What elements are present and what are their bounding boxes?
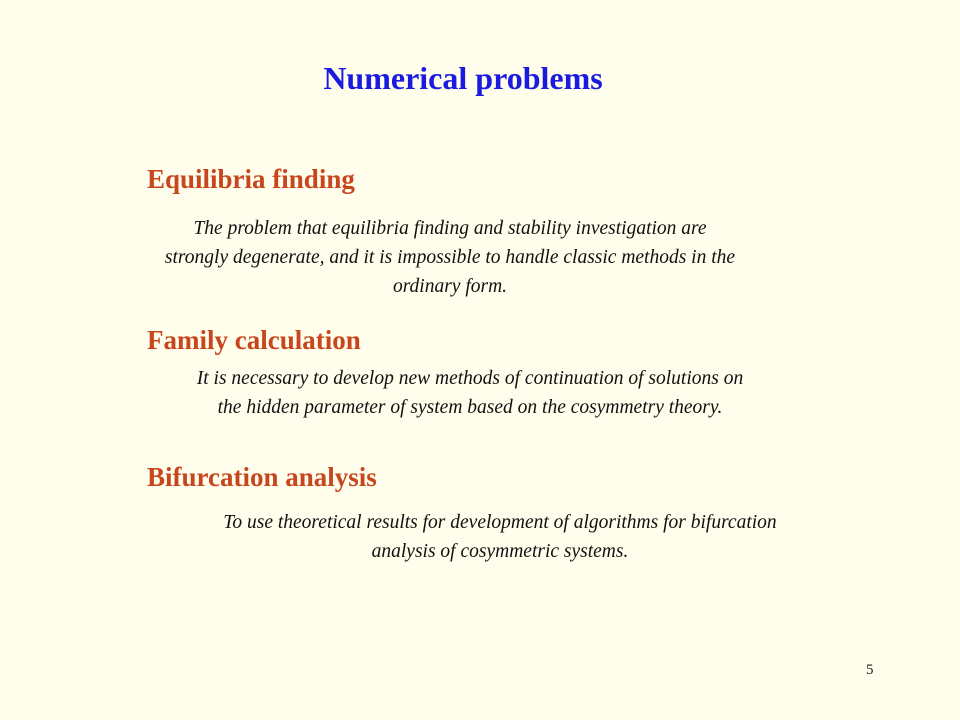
paragraph-bifurcation-analysis xyxy=(140,508,860,566)
paragraph-line: To use theoretical results for development of algorithms for bifurcation xyxy=(223,512,777,533)
paragraph-line: strongly degenerate, and it is impossible to handle classic methods in the xyxy=(164,247,736,268)
paragraph-family-calculation xyxy=(120,364,820,422)
paragraph-line: ordinary form. xyxy=(392,276,508,297)
paragraph-line: The problem that equilibria finding and stability investigation are xyxy=(193,218,707,239)
heading-family-calculation: Family calculation xyxy=(147,325,361,355)
slide-title: Numerical problems xyxy=(323,60,603,96)
heading-equilibria-finding: Equilibria finding xyxy=(147,164,355,194)
paragraph-equilibria-finding xyxy=(120,214,780,301)
paragraph-line: It is necessary to develop new methods of continuation of solutions on xyxy=(196,368,744,389)
paragraph-line: analysis of cosymmetric systems. xyxy=(371,541,629,562)
page-number: 5 xyxy=(866,662,874,678)
paragraph-line: the hidden parameter of system based on the cosymmetry theory. xyxy=(217,397,723,418)
heading-bifurcation-analysis: Bifurcation analysis xyxy=(147,462,377,492)
